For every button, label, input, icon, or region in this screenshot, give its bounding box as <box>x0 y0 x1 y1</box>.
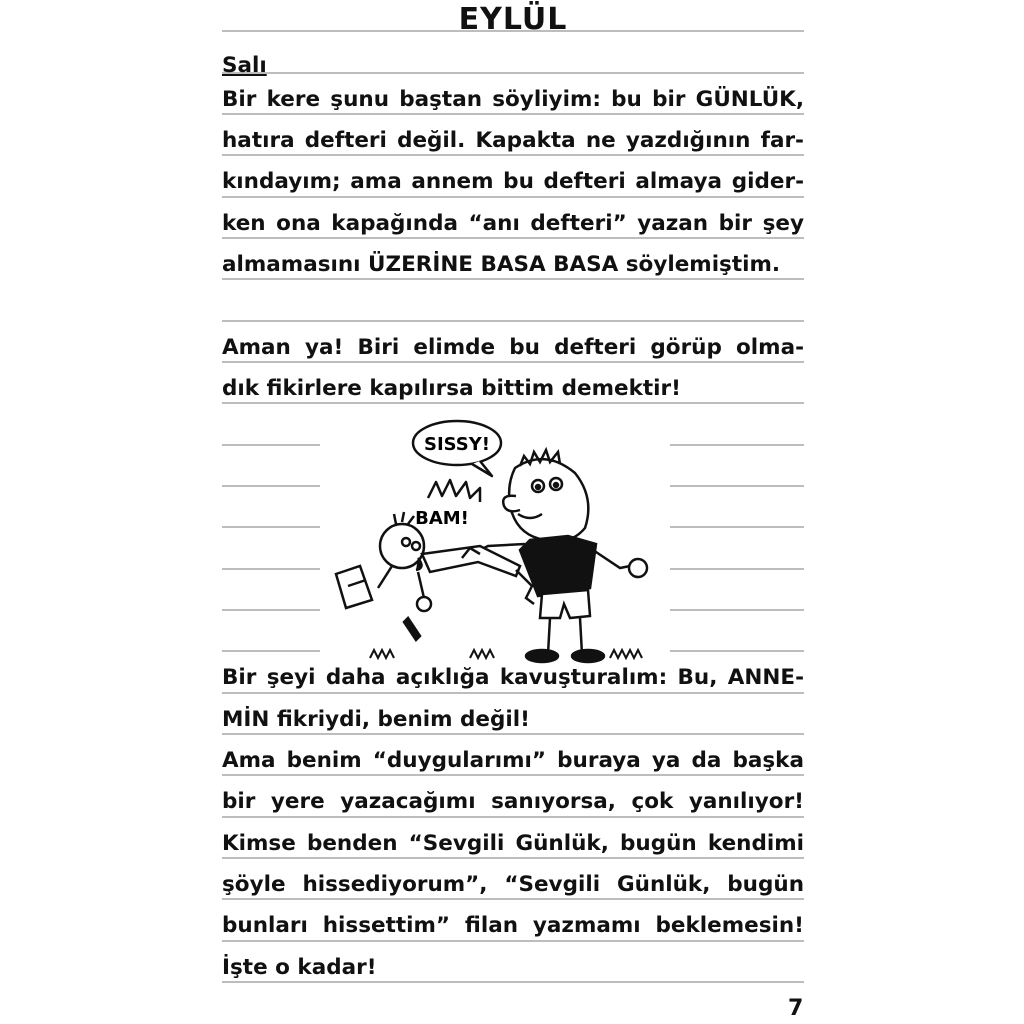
text-line: Bir şeyi daha açıklığa kavuşturalım: Bu, ANNE- <box>222 665 804 690</box>
text-line: Aman ya! Biri elimde bu defteri görüp olma- <box>222 335 804 360</box>
sound-effect-text: BAM! <box>415 508 469 529</box>
ruled-line <box>222 196 804 198</box>
text-line: Ama benim “duygularımı” buraya ya da başka <box>222 748 804 773</box>
text-line: bunları hissettim” filan yazmamı beklemesin! <box>222 913 804 938</box>
ruled-line <box>222 320 804 322</box>
ruled-line <box>222 940 804 942</box>
ruled-line <box>222 72 804 74</box>
text-line: MİN fikriydi, benim değil! <box>222 707 530 732</box>
text-line: Kimse benden “Sevgili Günlük, bugün kendimi <box>222 831 804 856</box>
text-line: hatıra defteri değil. Kapakta ne yazdığının far- <box>222 128 804 153</box>
text-line: almamasını ÜZERİNE BASA BASA söylemiştim. <box>222 252 781 277</box>
speech-bubble-text: SISSY! <box>423 434 491 455</box>
day-label: Salı <box>222 53 267 78</box>
page-number: 7 <box>788 996 804 1021</box>
text-line: Bir kere şunu baştan söyliyim: bu bir GÜNLÜK, <box>222 87 804 112</box>
month-title: EYLÜL <box>458 2 568 37</box>
text-line: bir yere yazacağımı sanıyorsa, çok yanılıyor! <box>222 789 804 814</box>
text-line: dık fikirlere kapılırsa bittim demektir! <box>222 376 681 401</box>
text-line: şöyle hissediyorum”, “Sevgili Günlük, bugün <box>222 872 804 897</box>
text-line: ken ona kapağında “anı defteri” yazan bir şey <box>222 211 804 236</box>
ruled-line <box>222 816 804 818</box>
text-line: İşte o kadar! <box>222 955 377 980</box>
ruled-line <box>222 692 804 694</box>
bully-illustration <box>320 418 670 664</box>
text-line: kındayım; ama annem bu defteri almaya gider- <box>222 169 804 194</box>
